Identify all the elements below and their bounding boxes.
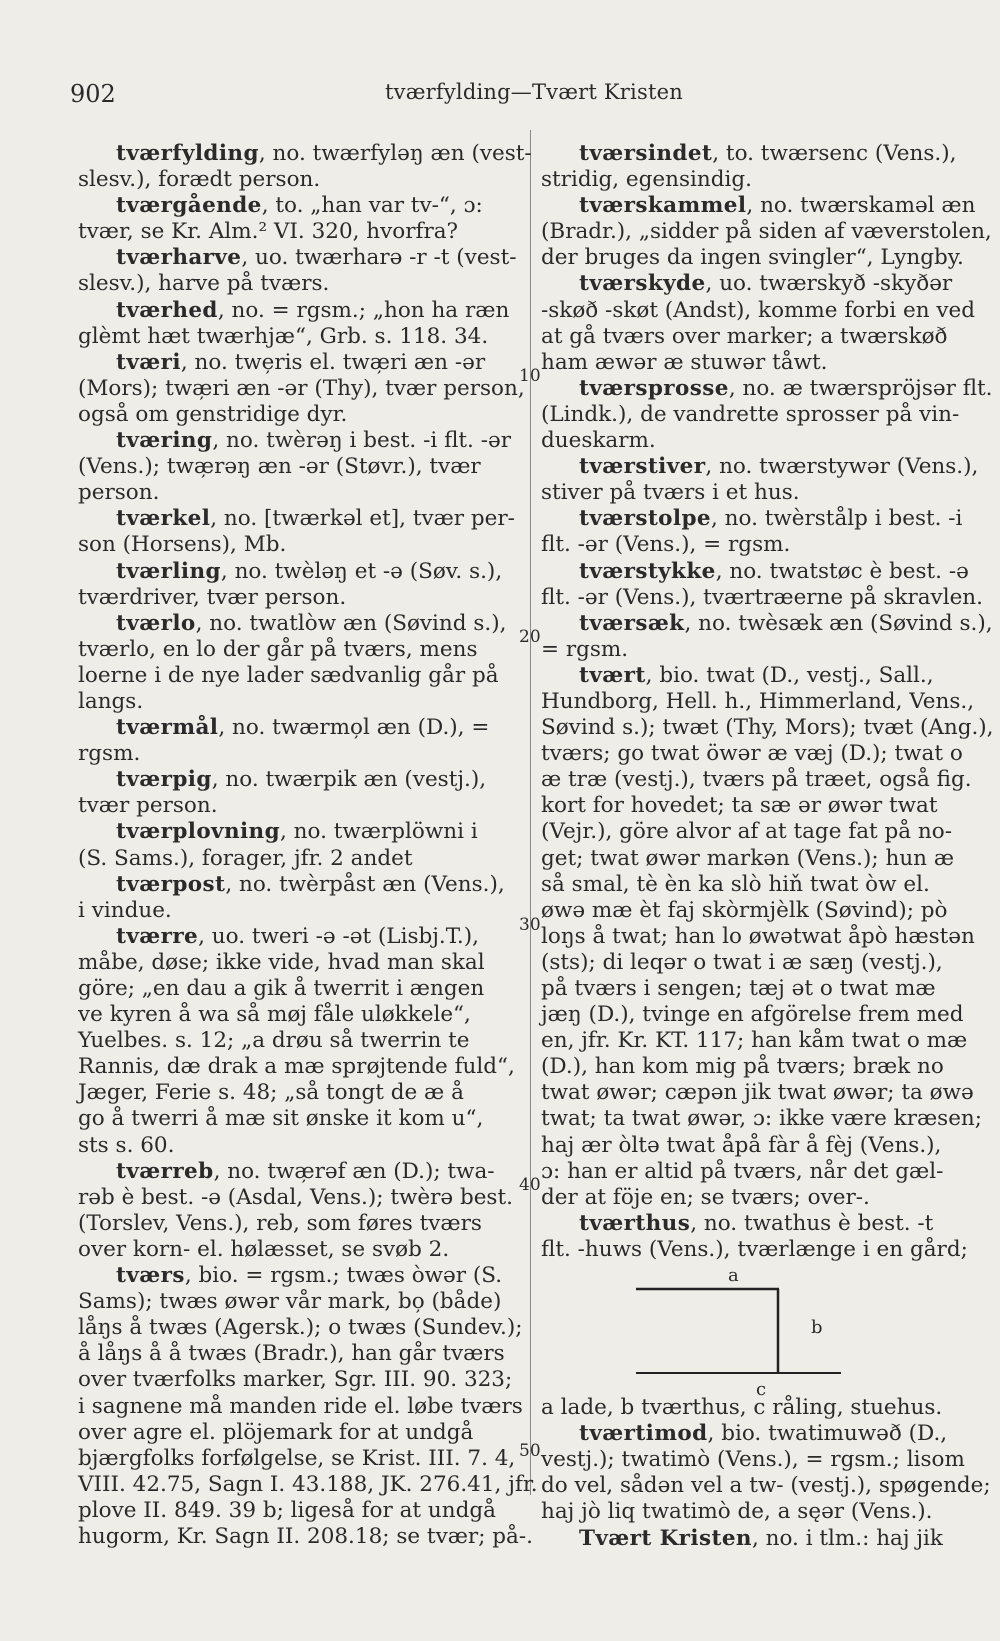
text-line	[541, 715, 994, 741]
entry-line	[78, 819, 518, 845]
text-line	[78, 1080, 518, 1106]
headword: tværkel	[116, 506, 211, 532]
entry-text: , no. twèrstålp i best. -i	[710, 506, 963, 532]
text-line	[78, 1289, 518, 1315]
headword: tværstiver	[579, 454, 706, 480]
entry-line	[78, 506, 518, 532]
text-line	[541, 245, 964, 271]
headword: tvært	[579, 662, 646, 688]
text-line	[78, 167, 518, 193]
entry-text: (sts); di leqər o twat i æ sæŋ (vestj.),	[541, 949, 943, 975]
entry-text: Yuelbes. s. 12; „a drøu så twerrin te	[78, 1028, 470, 1054]
entry-text: måbe, døse; ikke vide, hvad man skal	[78, 949, 485, 975]
headword: tværpig	[116, 767, 212, 793]
entry-text: Sams); twæs øwər vår mark, bo̦ (både)	[78, 1289, 502, 1315]
headword: Tvært Kristen	[579, 1525, 752, 1551]
text-line	[541, 1499, 961, 1525]
entry-text: , no. twe̦ris el. twæ̦ri æn -ər	[180, 349, 486, 375]
entry-text: a lade, b tværthus, c råling, stuehus.	[541, 1395, 943, 1421]
entry-text: ve kyren å wa så møj fåle uløkkele“,	[78, 1002, 471, 1028]
entry-text: göre; „en dau a gik å twerrit i ængen	[78, 976, 485, 1001]
headword: tværsprosse	[579, 375, 729, 401]
entry-text: glèmt hæt twærhjæ“, Grb. s. 118. 34.	[78, 323, 489, 349]
text-line	[78, 1185, 518, 1211]
entry-text: haj ær òltə twat åpå fàr å fèj (Vens.),	[541, 1132, 942, 1158]
entry-text: , to. twærsenc (Vens.),	[712, 141, 957, 166]
headword: tværlo	[116, 610, 196, 636]
entry-text: , no. twærmo̦l æn (D.), =	[218, 715, 490, 741]
entry-text: , uo. tweri -ə -ət (Lisbj.T.),	[198, 923, 479, 949]
text-line	[541, 1133, 961, 1159]
entry-text: æ træ (vestj.), tværs på træet, også fig.	[541, 767, 972, 793]
line-number: 50	[519, 1441, 541, 1461]
entry-text: i sagnene må manden ride el. løbe tværs	[78, 1393, 523, 1419]
text-line	[78, 1237, 518, 1263]
text-line	[541, 1002, 964, 1028]
headword: tværstolpe	[579, 506, 711, 532]
line-number: 20	[519, 627, 541, 647]
entry-text: , bio. twatimuwəð (D.,	[707, 1421, 948, 1447]
text-line	[541, 819, 961, 845]
entry-text: twat; ta twat øwər, ɔ: ikke være kræsen;	[541, 1106, 983, 1132]
entry-line	[541, 271, 961, 297]
headword: tværhed	[116, 297, 218, 323]
text-line	[78, 976, 518, 1002]
entry-text: også om genstridige dyr.	[78, 401, 348, 427]
headword: tværing	[116, 428, 213, 454]
text-line	[78, 1420, 518, 1446]
text-line	[78, 454, 518, 480]
entry-text: tvær, se Kr. Alm.² VI. 320, hvorfra?	[78, 219, 459, 245]
entry-text: Jæger, Ferie s. 48; „så tongt de æ å	[78, 1080, 464, 1106]
line-number: 30	[519, 915, 541, 935]
diagram-label-a: a	[728, 1265, 739, 1287]
entry-text: (Bradr.), „sidder på siden af væverstolen,	[541, 219, 992, 245]
text-line	[78, 1315, 523, 1341]
entry-text: over tværfolks marker, Sgr. III. 90. 323;	[78, 1367, 513, 1393]
entry-text: , no. = rgsm.; „hon ha ræn	[217, 297, 510, 323]
entry-line	[78, 1159, 518, 1185]
entry-text: , no. twathus è best. -t	[690, 1210, 934, 1236]
diagram-label-b: b	[811, 1317, 823, 1339]
entry-text: (Lindk.), de vandrette sprosser på vin-	[541, 401, 960, 427]
text-line	[78, 532, 518, 558]
entry-text: (Mors); twæ̦ri æn -ər (Thy), tvær person,	[78, 375, 525, 401]
headword: tværtimod	[579, 1421, 708, 1447]
entry-line	[78, 924, 518, 950]
entry-text: stridig, egensindig.	[541, 167, 752, 193]
entry-line	[541, 141, 961, 167]
entry-text: sts s. 60.	[78, 1132, 175, 1158]
text-line	[78, 1523, 533, 1550]
headword: tværharve	[116, 245, 242, 271]
text-line	[78, 1211, 518, 1237]
running-head: tværfylding—Tvært Kristen	[385, 80, 683, 104]
entry-text: (Vens.); twæ̦rəŋ æn -ər (Støvr.), tvær	[78, 454, 481, 480]
entry-text: øwə mæ èt faj skòrmjèlk (Søvind); pò	[541, 897, 948, 923]
entry-line	[541, 1211, 961, 1237]
entry-text: do vel, sådən vel a tw- (vestj.), spøgende;	[541, 1473, 991, 1499]
text-line	[541, 167, 961, 193]
text-line	[541, 324, 961, 350]
entry-line	[78, 141, 532, 167]
entry-text: over agre el. plöjemark for at undgå	[78, 1419, 474, 1445]
entry-text: Hundborg, Hell. h., Himmerland, Vens.,	[541, 688, 975, 714]
entry-text: plove II. 849. 39 b; ligeså for at undgå	[78, 1497, 496, 1523]
headword: tværling	[116, 558, 221, 584]
text-line	[78, 1498, 518, 1524]
entry-text: ham æwər æ stuwər tåwt.	[541, 349, 828, 375]
entry-text: der bruges da ingen svingler“, Lyngby.	[541, 245, 964, 271]
entry-text: så smal, tè èn ka slò hiň twat òw el.	[541, 871, 930, 897]
line-number: 40	[519, 1175, 541, 1195]
text-line	[541, 1054, 961, 1080]
entry-text: haj jò liq twatimò de, a sęər (Vens.).	[541, 1499, 933, 1525]
entry-line	[78, 245, 518, 271]
entry-line	[78, 767, 518, 793]
entry-text: , no. twatlòw æn (Søvind s.),	[195, 610, 507, 636]
text-line	[78, 375, 525, 402]
text-line	[541, 402, 961, 428]
entry-text: en, jfr. Kr. KT. 117; han kåm twat o mæ	[541, 1028, 968, 1054]
text-line	[541, 1159, 961, 1185]
entry-text: , no. [twærkəl et], tvær per-	[210, 506, 515, 532]
entry-text: (S. Sams.), forager, jfr. 2 andet	[78, 845, 413, 871]
entry-line	[541, 558, 969, 585]
entry-text: tværlo, en lo der går på tværs, mens	[78, 636, 478, 662]
entry-text: , no. twærpik æn (vestj.),	[211, 767, 487, 793]
entry-text: , no. twatstøc è best. -ə	[715, 558, 969, 584]
diagram-lines	[541, 1263, 841, 1393]
text-line	[541, 846, 961, 872]
text-line	[541, 1447, 965, 1473]
text-line	[78, 1367, 518, 1393]
text-line	[541, 976, 961, 1002]
headword: tværsindet	[579, 141, 713, 166]
entry-text: flt. -ər (Vens.), = rgsm.	[541, 532, 791, 558]
entry-text: , no. twærskaməl æn	[746, 193, 976, 219]
entry-text: , bio. twat (D., vestj., Sall.,	[645, 662, 934, 688]
entry-line	[78, 611, 518, 637]
text-line	[78, 793, 518, 819]
text-line	[78, 1133, 518, 1159]
entry-line	[78, 350, 518, 376]
entry-text: , no. twærplöwni i	[280, 819, 478, 845]
page-header	[0, 80, 1000, 112]
entry-text: tværs; go twat öwər æ væj (D.); twat o	[541, 741, 963, 767]
entry-line	[78, 715, 518, 741]
entry-text: kort for hovedet; ta sæ ər øwər twat	[541, 793, 938, 819]
text-line	[78, 1002, 518, 1028]
entry-text: stiver på tværs i et hus.	[541, 480, 800, 506]
entry-text: twat øwər; cæpən jik twat øwər; ta øwə	[541, 1080, 974, 1106]
text-line	[78, 480, 518, 506]
entry-text: vestj.); twatimò (Vens.), = rgsm.; lisom	[541, 1447, 965, 1473]
text-line	[541, 1236, 968, 1263]
entry-line	[541, 193, 976, 219]
entry-text: jæŋ (D.), tvinge en afgörelse frem med	[541, 1002, 964, 1028]
entry-text: son (Horsens), Mb.	[78, 532, 287, 558]
entry-line	[78, 193, 518, 219]
text-line	[541, 923, 975, 950]
text-line	[541, 532, 961, 558]
entry-text: rəb è best. -ə (Asdal, Vens.); twèrə best.	[78, 1184, 513, 1210]
text-line	[541, 1080, 974, 1106]
headword: tværs	[116, 1263, 185, 1289]
entry-text: der at föje en; se tværs; over-.	[541, 1184, 870, 1210]
text-line	[78, 324, 518, 350]
headword: tværskammel	[579, 193, 747, 219]
headword: tværfylding	[116, 141, 259, 166]
headword: tværreb	[116, 1158, 214, 1184]
entry-text: person.	[78, 480, 160, 506]
entry-text: get; twat øwər markən (Vens.); hun æ	[541, 845, 955, 871]
text-line	[541, 1395, 961, 1421]
entry-text: VIII. 42.75, Sagn I. 43.188, JK. 276.41, jfr.	[78, 1471, 538, 1497]
text-line	[541, 480, 961, 506]
entry-text: over korn- el. hølæsset, se svøb 2.	[78, 1236, 450, 1262]
entry-line	[78, 559, 518, 585]
text-line	[78, 741, 518, 767]
text-line	[78, 950, 518, 976]
text-line	[541, 741, 961, 767]
text-line	[541, 1473, 991, 1499]
text-line	[78, 1393, 523, 1420]
text-line	[78, 689, 518, 715]
entry-text: flt. -huws (Vens.), tværlænge i en gård;	[541, 1236, 968, 1262]
entry-text: , bio. = rgsm.; twæs òwər (S.	[184, 1263, 503, 1289]
headword: tværpost	[116, 871, 226, 897]
entry-text: slesv.), harve på tværs.	[78, 271, 330, 297]
entry-text: å låŋs å å twæs (Bradr.), han går tværs	[78, 1341, 505, 1367]
entry-text: -skøð -skøt (Andst), komme forbi en ved	[541, 297, 976, 323]
entry-text: ɔ: han er altid på tværs, når det gæl-	[541, 1158, 944, 1184]
text-line	[541, 872, 961, 898]
column-divider	[530, 130, 531, 1495]
entry-line	[541, 454, 979, 480]
text-line	[78, 271, 518, 297]
headword: tværplovning	[116, 819, 281, 845]
text-line	[541, 350, 961, 376]
entry-line	[78, 298, 518, 324]
text-line	[78, 1028, 518, 1054]
headword: tværgående	[116, 193, 262, 219]
text-line	[541, 297, 976, 324]
entry-text: dueskarm.	[541, 428, 656, 454]
headword: tværmål	[116, 715, 219, 741]
entry-text: i vindue.	[78, 897, 172, 923]
entry-line	[541, 663, 961, 689]
entry-text: rgsm.	[78, 741, 141, 767]
entry-text: , to. „han var tv-“, ɔ:	[261, 193, 483, 219]
text-line	[541, 637, 961, 663]
entry-text: , no. twèsæk æn (Søvind s.),	[684, 610, 993, 636]
text-line	[78, 898, 518, 924]
headword: tværstykke	[579, 558, 716, 584]
text-line	[78, 219, 518, 245]
entry-line	[78, 872, 518, 898]
entry-text: , no. twèrpåst æn (Vens.),	[225, 871, 505, 897]
text-line	[541, 898, 961, 924]
entry-text: at gå tværs over marker; a twærskøð	[541, 323, 948, 349]
entry-text: tværdriver, tvær person.	[78, 584, 347, 610]
headword: tværre	[116, 923, 199, 949]
text-line	[541, 793, 961, 819]
text-line	[541, 1028, 968, 1054]
entry-text: , uo. twærharə -r -t (vest-	[241, 245, 517, 271]
entry-line	[78, 1263, 518, 1289]
entry-text: , uo. twærskyð -skyðər	[705, 271, 953, 297]
entry-text: (D.), han kom mig på tværs; bræk no	[541, 1054, 944, 1080]
text-line	[78, 585, 518, 611]
text-line	[541, 950, 961, 976]
page-number: 902	[70, 80, 116, 108]
entry-text: tvær person.	[78, 793, 218, 819]
entry-text: , no. twèrəŋ i best. -i flt. -ər	[212, 428, 511, 454]
entry-text: , no. twèləŋ et -ə (Søv. s.),	[220, 558, 503, 584]
text-line	[541, 688, 975, 715]
entry-line	[541, 1526, 961, 1552]
text-line	[541, 767, 972, 793]
headword: tværskyde	[579, 271, 706, 297]
entry-text: langs.	[78, 688, 144, 714]
entry-text: , no. twæ̦rəf æn (D.); twa-	[213, 1158, 495, 1184]
text-line	[541, 1185, 961, 1211]
text-line	[541, 584, 983, 611]
entry-text: loŋs å twat; han lo øwətwat åpò hæstən	[541, 923, 975, 949]
entry-text: bjærgfolks forfølgelse, se Krist. III. 7. 4,	[78, 1445, 516, 1471]
entry-text: , no. æ twærspröjsər flt.	[728, 375, 993, 401]
tvaerthus-diagram	[541, 1263, 961, 1401]
text-line	[78, 1054, 518, 1080]
headword: tværi	[116, 349, 181, 375]
entry-line	[541, 610, 993, 637]
text-line	[78, 1341, 518, 1367]
entry-text: , no. i tlm.: haj jik	[751, 1525, 943, 1551]
entry-text: loerne i de nye lader sædvanlig går på	[78, 662, 499, 688]
diagram-label-c: c	[756, 1379, 767, 1401]
text-line	[541, 1106, 983, 1132]
text-line	[541, 219, 992, 245]
entry-line	[78, 428, 518, 454]
headword: tværthus	[579, 1210, 691, 1236]
entry-text: flt. -ər (Vens.), tværtræerne på skravlen.	[541, 584, 983, 610]
headword: tværsæk	[579, 610, 685, 636]
text-line	[78, 402, 518, 428]
entry-text: hugorm, Kr. Sagn II. 208.18; se tvær; på-.	[78, 1523, 533, 1549]
text-line	[541, 428, 961, 454]
entry-text: go å twerri å mæ sit ønske it kom u“,	[78, 1106, 484, 1132]
text-line	[78, 1471, 538, 1498]
entry-text: slesv.), forædt person.	[78, 167, 321, 193]
right-column	[541, 141, 994, 1552]
entry-line	[541, 506, 961, 532]
text-line	[78, 846, 518, 872]
entry-text: (Vejr.), göre alvor af at tage fat på no-	[541, 819, 952, 845]
text-line	[78, 1446, 518, 1472]
text-line	[78, 663, 518, 689]
entry-text: Søvind s.); twæt (Thy, Mors); tvæt (Ang.),	[541, 715, 994, 741]
text-line	[78, 1106, 518, 1132]
text-line	[78, 637, 518, 663]
entry-text: = rgsm.	[541, 636, 629, 662]
entry-line	[541, 375, 993, 402]
entry-text: på tværs i sengen; tæj ət o twat mæ	[541, 976, 936, 1001]
line-number: 10	[519, 366, 541, 386]
entry-line	[541, 1421, 961, 1447]
entry-text: , no. twærstywər (Vens.),	[705, 454, 979, 480]
entry-text: Rannis, dæ drak a mæ sprøjtende fuld“,	[78, 1054, 515, 1080]
entry-text: , no. twærfyləŋ æn (vest-	[258, 141, 532, 166]
entry-text: (Torslev, Vens.), reb, som føres tværs	[78, 1210, 482, 1236]
entry-text: låŋs å twæs (Agersk.); o twæs (Sundev.);	[78, 1315, 523, 1341]
